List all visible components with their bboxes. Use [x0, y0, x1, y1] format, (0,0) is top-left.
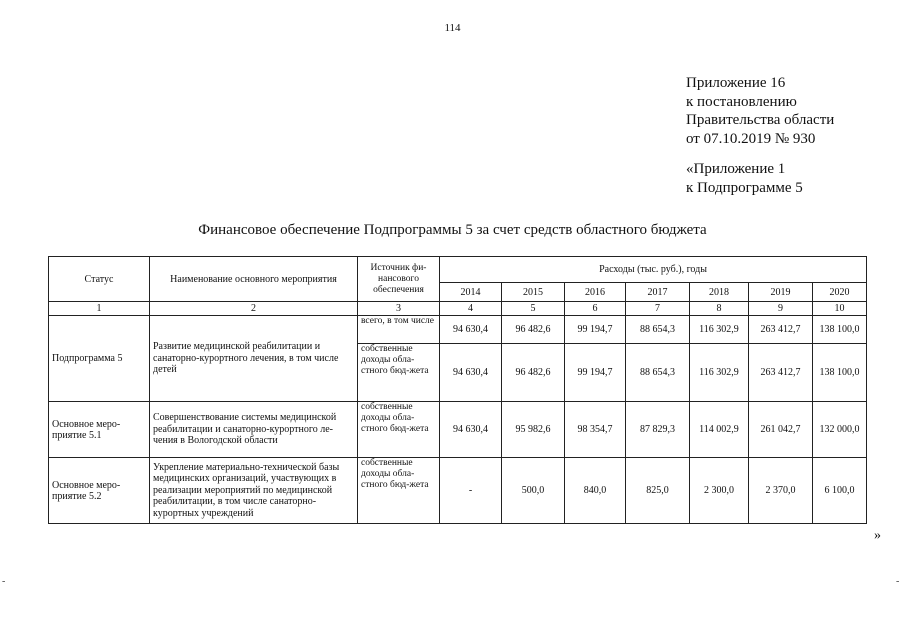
column-number: 2	[150, 302, 358, 316]
value-cell: 825,0	[626, 458, 690, 524]
header-year: 2020	[813, 283, 867, 302]
value-cell: 116 302,9	[690, 316, 749, 344]
value-cell: 132 000,0	[813, 402, 867, 458]
column-number: 1	[49, 302, 150, 316]
value-cell: 6 100,0	[813, 458, 867, 524]
value-cell: 88 654,3	[626, 344, 690, 402]
column-number: 8	[690, 302, 749, 316]
value-cell: 261 042,7	[749, 402, 813, 458]
value-cell: 114 002,9	[690, 402, 749, 458]
column-number: 5	[502, 302, 565, 316]
appendix-line: к Подпрограмме 5	[686, 179, 803, 196]
value-cell: 88 654,3	[626, 316, 690, 344]
table-row	[49, 458, 867, 524]
value-cell: 2 300,0	[690, 458, 749, 524]
value-cell: 96 482,6	[502, 344, 565, 402]
closing-quote: »	[874, 528, 881, 543]
value-cell: 2 370,0	[749, 458, 813, 524]
row-name: Укрепление материально-технической базы медицинских организаций, участвующих в реализации мероприятий по медицинской реабилитации, в том числе санаторно-курортных учреждений	[150, 458, 358, 524]
value-cell: 99 194,7	[565, 316, 626, 344]
document-title: Финансовое обеспечение Подпрограммы 5 за счет средств областного бюджета	[198, 222, 707, 238]
row-source: всего, в том числе	[358, 316, 440, 344]
column-number: 9	[749, 302, 813, 316]
row-status: Основное меро-приятие 5.1	[49, 402, 150, 458]
row-source: собственные доходы обла-стного бюд-жета	[358, 402, 440, 458]
appendix-line: Правительства области	[686, 112, 835, 128]
column-number: 6	[565, 302, 626, 316]
table-row	[49, 402, 867, 458]
value-cell: 138 100,0	[813, 316, 867, 344]
appendix-block	[686, 74, 834, 148]
header-year: 2016	[565, 283, 626, 302]
row-name: Развитие медицинской реабилитации и санаторно-курортного лечения, в том числе детей	[150, 316, 358, 402]
value-cell: 98 354,7	[565, 402, 626, 458]
row-name: Совершенствование системы медицинской реабилитации и санаторно-курортного ле-чения в Вологодской области	[150, 402, 358, 458]
header-year: 2017	[626, 283, 690, 302]
value-cell: -	[440, 458, 502, 524]
value-cell: 263 412,7	[749, 316, 813, 344]
header-year: 2014	[440, 283, 502, 302]
header-year: 2015	[502, 283, 565, 302]
value-cell: 138 100,0	[813, 344, 867, 402]
value-cell: 96 482,6	[502, 316, 565, 344]
header-source: Источник фи-нансового обеспечения	[358, 257, 440, 302]
row-status: Подпрограмма 5	[49, 316, 150, 402]
edge-mark-left: -	[2, 576, 6, 587]
value-cell: 95 982,6	[502, 402, 565, 458]
column-number: 7	[626, 302, 690, 316]
value-cell: 500,0	[502, 458, 565, 524]
value-cell: 263 412,7	[749, 344, 813, 402]
appendix-line: «Приложение 1	[686, 161, 786, 177]
header-year: 2019	[749, 283, 813, 302]
column-number: 10	[813, 302, 867, 316]
value-cell: 840,0	[565, 458, 626, 524]
row-source: собственные доходы обла-стного бюд-жета	[358, 344, 440, 402]
original-appendix-block	[686, 160, 803, 197]
value-cell: 116 302,9	[690, 344, 749, 402]
value-cell: 94 630,4	[440, 344, 502, 402]
value-cell: 94 630,4	[440, 402, 502, 458]
header-name: Наименование основного мероприятия	[150, 257, 358, 302]
value-cell: 94 630,4	[440, 316, 502, 344]
appendix-line: Приложение 16	[686, 75, 786, 91]
value-cell: 99 194,7	[565, 344, 626, 402]
row-source: собственные доходы обла-стного бюд-жета	[358, 458, 440, 524]
page-number: 114	[444, 22, 461, 34]
appendix-line: от 07.10.2019 № 930	[686, 130, 816, 147]
edge-mark-right: -	[896, 576, 900, 587]
row-status: Основное меро-приятие 5.2	[49, 458, 150, 524]
header-expenses: Расходы (тыс. руб.), годы	[440, 257, 867, 283]
table-row	[49, 316, 867, 344]
header-year: 2018	[690, 283, 749, 302]
financing-table	[48, 256, 867, 524]
column-number: 4	[440, 302, 502, 316]
header-status: Статус	[49, 257, 150, 302]
appendix-line: к постановлению	[686, 93, 797, 110]
value-cell: 87 829,3	[626, 402, 690, 458]
column-number: 3	[358, 302, 440, 316]
